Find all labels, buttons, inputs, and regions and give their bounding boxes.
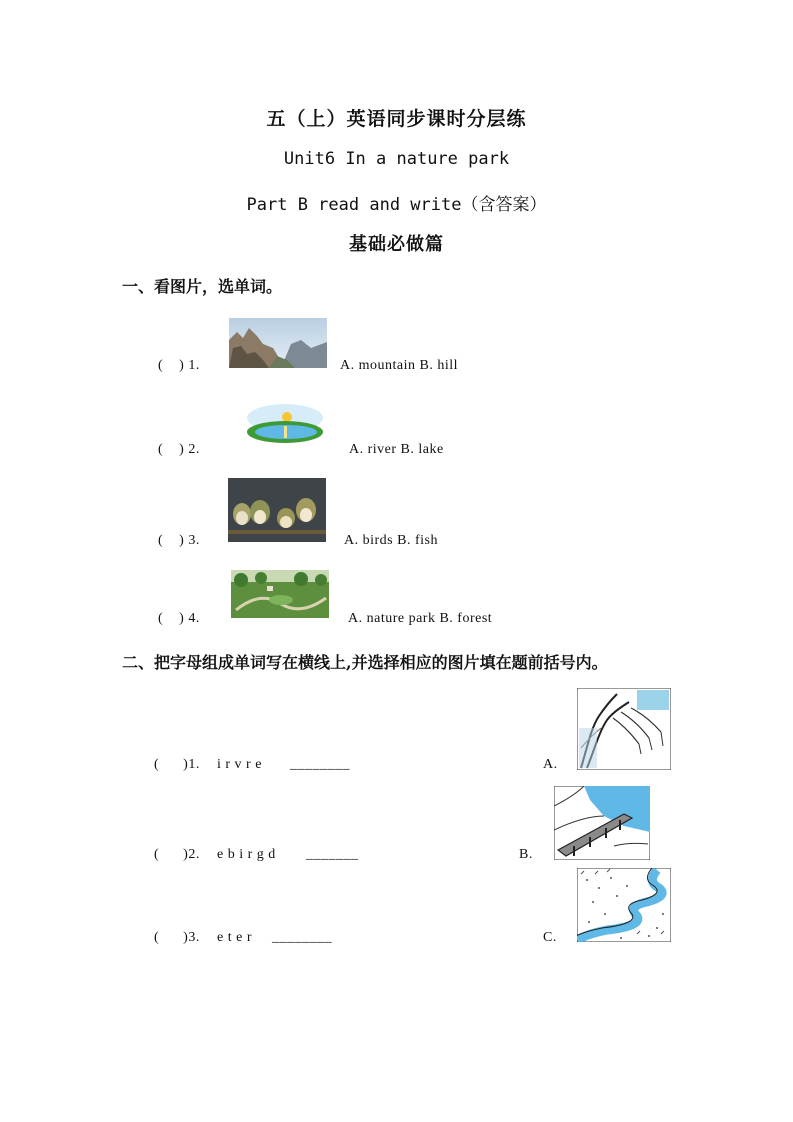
birds-photo: [228, 478, 326, 542]
s2-q3-letters: e t e r: [217, 930, 252, 945]
s1-q4-options: A. nature park B. forest: [348, 611, 493, 626]
level-title: 基础必做篇: [349, 234, 444, 255]
section1-heading: 一、看图片，选单词。: [122, 277, 283, 296]
lake-clipart: [244, 400, 326, 446]
s2-q2-prefix: ( )2.: [154, 847, 200, 862]
section2-heading: 二、把字母组成单词写在横线上,并选择相应的图片填在题前括号内。: [122, 653, 608, 672]
s1-q3-options: A. birds B. fish: [344, 533, 438, 548]
s2-q3-blank: ________: [272, 930, 332, 945]
s1-q3-prefix: ( ) 3.: [158, 533, 200, 548]
park-photo: [231, 570, 329, 618]
s2-option-c: C.: [543, 930, 557, 945]
s1-q1-prefix: ( ) 1.: [158, 358, 200, 373]
unit-title: Unit6 In a nature park: [283, 149, 510, 169]
s1-q1-options: A. mountain B. hill: [340, 358, 458, 373]
s2-q1-blank: ________: [290, 757, 350, 772]
s2-option-b: B.: [519, 847, 533, 862]
s2-q1-letters: i r v r e: [217, 757, 262, 772]
s1-q2-options: A. river B. lake: [349, 442, 444, 457]
river-sketch: [577, 868, 671, 942]
bridge-sketch: [554, 786, 650, 860]
mountains-photo: [229, 318, 327, 368]
s1-q4-prefix: ( ) 4.: [158, 611, 200, 626]
tree-sketch: [577, 688, 671, 770]
part-title: Part B read and write（含答案）: [246, 195, 547, 215]
s2-q2-letters: e b i r g d: [217, 847, 276, 862]
s2-option-a: A.: [543, 757, 558, 772]
s2-q1-prefix: ( )1.: [154, 757, 200, 772]
s2-q3-prefix: ( )3.: [154, 930, 200, 945]
s1-q2-prefix: ( ) 2.: [158, 442, 200, 457]
page-title: 五（上）英语同步课时分层练: [266, 108, 527, 130]
s2-q2-blank: _______: [306, 847, 359, 862]
